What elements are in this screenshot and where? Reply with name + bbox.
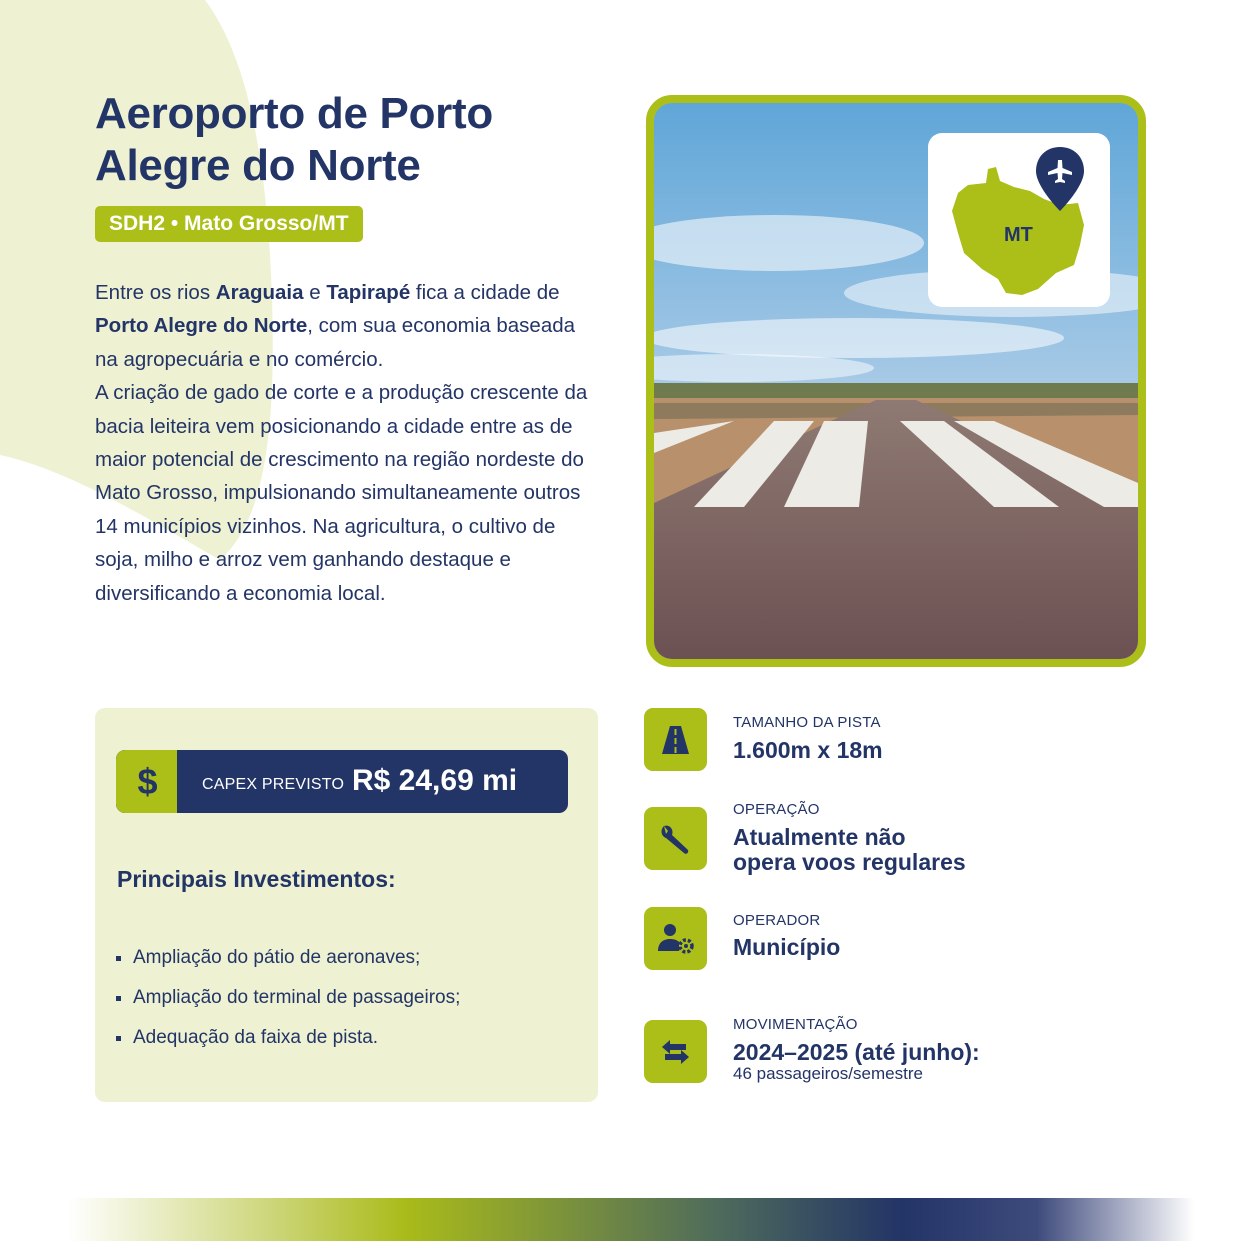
runway-icon-box [644, 708, 707, 771]
desc-text: , com sua economia baseada na agropecuária e no comércio. [95, 314, 576, 371]
title-line-2: Alegre do Norte [95, 141, 421, 190]
wrench-icon [644, 807, 707, 870]
operation-value-line-2: opera voos regulares [733, 849, 966, 875]
operator-icon-box [644, 907, 707, 970]
desc-paragraph-2: A criação de gado de corte e a produção crescente da bacia leiteira vem posicionando a cidade entre as de maior potencial de crescimento na região nordeste do Mato Grosso, impulsionando simultaneamente outros 14 municípios vizinhos. Na agricultura, o cultivo de soja, milho e arroz vem ganhando destaque e diversificando a economia local. [95, 381, 588, 605]
operation-value-line-1: Atualmente não [733, 824, 906, 850]
dollar-icon: $ [137, 761, 158, 802]
movement-sub: 46 passageiros/semestre [733, 1064, 923, 1083]
operation-icon-box [644, 807, 707, 870]
operation-value [733, 825, 966, 875]
list-item: Adequação da faixa de pista. [116, 1024, 460, 1064]
desc-text: fica a cidade de [410, 281, 560, 304]
movement-icon-box [644, 1020, 707, 1083]
operator-value: Município [733, 934, 841, 960]
movement-value: 2024–2025 (até junho): [733, 1039, 980, 1065]
bottom-gradient-bar [68, 1198, 1194, 1241]
capex-label: CAPEX PREVISTO [202, 776, 345, 793]
operator-label: OPERADOR [733, 912, 821, 929]
runway-size-value: 1.600m x 18m [733, 737, 883, 763]
desc-city-name: Porto Alegre do Norte [95, 314, 308, 338]
user-gear-icon [644, 907, 707, 970]
page-title [95, 88, 493, 192]
investments-list [116, 944, 460, 1064]
capex-value: R$ 24,69 mi [352, 764, 518, 797]
movement-label: MOVIMENTAÇÃO [733, 1016, 858, 1033]
list-item: Ampliação do pátio de aeronaves; [116, 944, 460, 984]
runway-size-label: TAMANHO DA PISTA [733, 714, 881, 731]
title-line-1: Aeroporto de Porto [95, 89, 493, 138]
desc-river-araguaia: Araguaia [215, 281, 304, 304]
desc-river-tapirape: Tapirapé [326, 281, 411, 304]
desc-text: e [303, 281, 327, 304]
state-label: MT [1004, 224, 1033, 246]
swap-arrows-icon [644, 1020, 707, 1083]
investments-heading: Principais Investimentos: [117, 866, 396, 892]
state-map-card [928, 133, 1110, 307]
road-icon [644, 708, 707, 771]
region-tag: SDH2 • Mato Grosso/MT [95, 206, 363, 242]
capex-banner [116, 750, 568, 813]
mato-grosso-map [928, 133, 1110, 307]
desc-text: Entre os rios [95, 281, 216, 304]
operation-label: OPERAÇÃO [733, 801, 820, 818]
list-item: Ampliação do terminal de passageiros; [116, 984, 460, 1024]
airport-description [95, 276, 595, 610]
